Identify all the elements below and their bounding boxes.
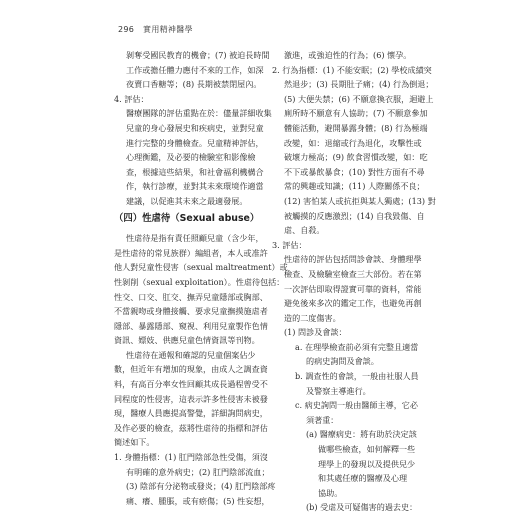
text-line: 和其處任療的醫療及心理 <box>318 473 408 484</box>
text-line: 有明確的意外病史；(2) 肛門陰部流血； <box>126 466 270 477</box>
text-line: 一次評估即取得證實可靠的資料，常能 <box>284 283 422 294</box>
text-line: 避免後來多次的鑑定工作，也避免再創 <box>284 298 422 309</box>
text-line: 性虐待在通報和確認的兒童個案佔少 <box>126 349 256 360</box>
text-line: 激進，或強迫性的行為；(6) 懷孕。 <box>284 50 412 60</box>
text-line: 檢查、及檢驗室檢查三大部份。若在第 <box>284 268 422 279</box>
text-line: (3) 陰部有分泌物或發炎；(4) 肛門陰部疼 <box>126 481 276 492</box>
text-line: 廁所時不願意有人協助；(7) 不願意參加 <box>284 108 428 119</box>
text-line: (12) 害怕某人或抗拒與某人獨處；(13) 對 <box>284 195 436 206</box>
text-line: c. 病史詢問一般由醫師主導，它必 <box>295 400 418 411</box>
text-line: 4. 評估： <box>114 93 149 104</box>
text-line: (5) 大便失禁；(6) 不願意換衣服，迴避上 <box>284 93 434 104</box>
text-line: 3. 評估： <box>272 239 307 250</box>
text-line: 建議，以促進其未來之最適發展。 <box>126 195 248 206</box>
text-line: 性交、口交、肛交、撫弄兒童隱部或胸部、 <box>114 291 268 302</box>
text-line: 性剝削（sexual exploitation）。性虐待包括： <box>114 276 285 287</box>
text-line: 料，有高百分率女性回顧其成長過程曾受不 <box>114 379 268 390</box>
text-line: 剝奪受國民教育的機會；(7) 被迫長時間 <box>126 50 270 60</box>
text-line: 協助。 <box>318 487 343 498</box>
left-column <box>114 48 288 508</box>
text-line: 夜賣口香糖等；(8) 長期被禁閉屋內。 <box>126 79 262 90</box>
text-line: 理學上的發現以及提供兒少 <box>318 458 416 469</box>
text-line: 2. 行為指標：(1) 不能安眠；(2) 學校成績突 <box>272 64 432 75</box>
text-line: 造的二度傷害。 <box>284 312 341 323</box>
text-line: (b) 受虐及可疑傷害的過去史： <box>306 502 418 513</box>
text-line: 是性虐待的常見族群）編組者，本人或准許 <box>114 247 268 258</box>
text-line: 的病史詢問及會談。 <box>306 356 379 367</box>
page-header <box>118 24 193 35</box>
text-line: 常的興趣或知識；(11) 人際關係不良； <box>284 181 425 192</box>
section-title-sexual-abuse: （四）性虐待（Sexual abuse） <box>114 212 260 224</box>
text-line: 不當親吻或身體接觸、要求兒童撫摸施虐者 <box>114 306 268 317</box>
text-line: 破壞力極高；(9) 飲食習慣改變，如：吃 <box>284 152 428 163</box>
left-column-lower <box>114 231 288 508</box>
text-line: 須著重： <box>306 414 339 425</box>
text-line: 及警察主導進行。 <box>306 385 371 396</box>
text-line: 然退步；(3) 長期肚子痛；(4) 行為倒退； <box>284 79 434 90</box>
text-line: 1. 身體指標：(1) 肛門陰部急性受傷，須沒 <box>114 452 268 463</box>
text-line: 做哪些檢查，如何解釋一些 <box>318 444 416 455</box>
text-line: 虐、自殺。 <box>284 225 325 236</box>
text-line: 查，根據這些結果，和社會福利機構合 <box>126 166 264 177</box>
text-line: 數，但近年有增加的現象，由成人之調查資 <box>114 364 268 375</box>
text-line: (a) 醫療病史：將有助於決定該 <box>306 429 417 440</box>
text-line: 現，醫療人員應提高警覺，詳細詢問病史， <box>114 408 268 419</box>
book-title: 實用精神醫學 <box>143 25 193 34</box>
text-line: 資訊、嫖妓、供應兒童色情資訊等刊物。 <box>114 335 260 346</box>
right-column-body <box>272 48 436 515</box>
left-column-upper <box>114 48 272 209</box>
text-line: 心理衡鑑，及必要的檢驗室和影像檢 <box>126 152 256 163</box>
text-line: 工作或擔任體力應付不來的工作，如深 <box>126 64 264 75</box>
text-line: a. 在理學檢查前必須有完整且適當 <box>295 341 419 352</box>
text-line: 作，執行診療，並對其未來環境作適當 <box>126 181 264 192</box>
text-line: 及作必要的檢查，茲將性虐待的指標和評估 <box>114 422 268 433</box>
text-line: 痛、癢、腫脹，或有瘀傷；(5) 性妄想， <box>126 495 270 506</box>
text-line: 改變，如：退縮或行為退化，攻擊性或 <box>284 137 422 148</box>
text-line: 性虐待的評估包括問診會談、身體理學 <box>284 254 422 265</box>
text-line: 被觸摸的反應激烈；(14) 自我毀傷、自 <box>284 210 425 221</box>
right-column <box>272 48 436 515</box>
text-line: 體能活動，避開暴露身體；(8) 行為極端 <box>284 122 428 133</box>
text-line: 進行完整的身體檢查。兒童精神評估， <box>126 137 264 148</box>
text-line: (1) 問診及會談： <box>284 327 347 338</box>
text-line: 醫療團隊的評估重點在於：儘量詳細收集 <box>126 108 272 119</box>
text-line: 他人對兒童性侵害（sexual maltreatment）或 <box>114 262 288 273</box>
text-line: 兒童的身心發展史和疾病史，並對兒童 <box>126 122 264 133</box>
text-line: 不下或暴飲暴食；(10) 對性方面有不尋 <box>284 166 425 177</box>
page-number: 296 <box>118 25 135 34</box>
text-line: 同程度的性侵害，這表示許多性侵害未被發 <box>114 393 268 404</box>
text-line: 簡述如下。 <box>114 437 155 448</box>
text-line: b. 調查性的會談，一般由社服人員 <box>295 371 419 382</box>
text-line: 隱部、暴露隱部、窺視、利用兒童製作色情 <box>114 320 268 331</box>
text-line: 性虐待是指有責任照顧兒童（含少年， <box>126 233 264 244</box>
